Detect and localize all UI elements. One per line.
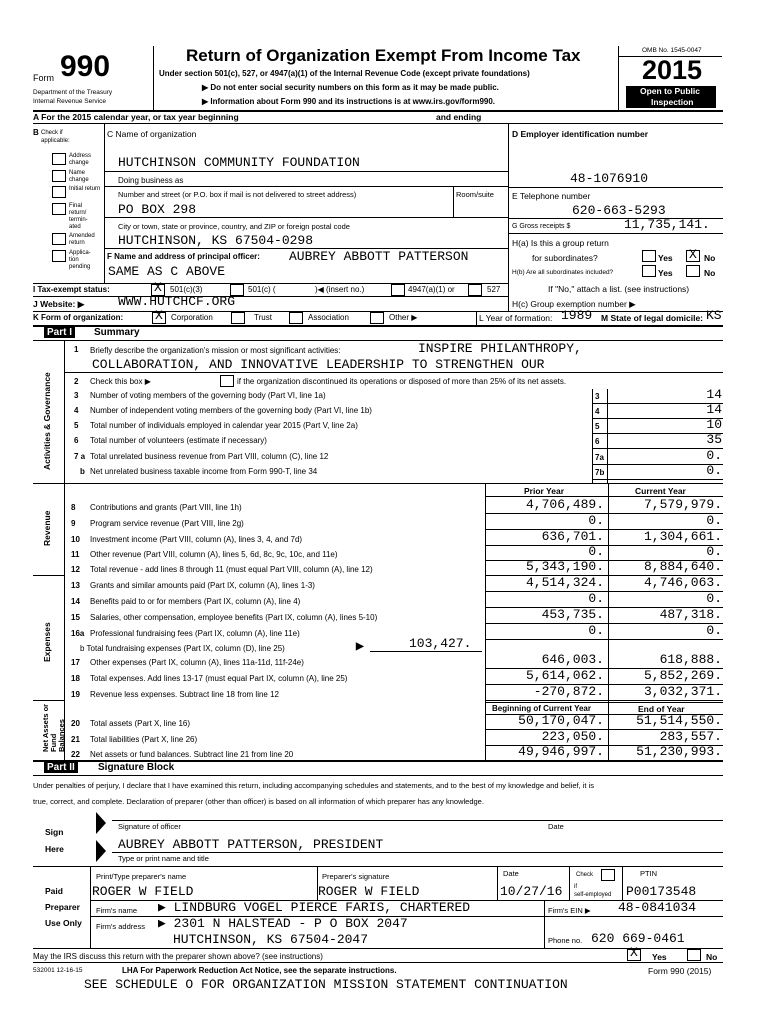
corporation-mark: X	[155, 308, 163, 323]
line16b-value: 103,427.	[409, 636, 472, 651]
prior-year-value: 0.	[588, 544, 604, 559]
open-to-public: Open to Public	[640, 86, 700, 96]
fin-line-no: 19	[71, 690, 80, 699]
fin-line-no: 21	[71, 735, 80, 744]
current-year-header: Current Year	[635, 486, 686, 496]
k-label: K Form of organization:	[33, 313, 124, 322]
application-pending-label: Applica- tion pending	[69, 250, 91, 270]
gov-line-no: 6	[74, 436, 79, 445]
c-label: C Name of organization	[107, 129, 197, 139]
side-activities: Activities & Governance	[42, 372, 52, 470]
self-employed-checkbox[interactable]	[601, 869, 615, 881]
gov-line-no: b	[80, 467, 85, 476]
firm-address-label: Firm's address	[96, 922, 145, 931]
prior-year-value: 4,706,489.	[525, 497, 604, 512]
fin-line-desc: Professional fundraising fees (Part IX, column (A), line 11e)	[90, 629, 300, 638]
type-name-label: Type or print name and title	[118, 854, 209, 863]
gov-line-box: 5	[595, 422, 600, 431]
state-domicile: KS	[706, 308, 722, 323]
fin-line-no: 15	[71, 613, 80, 622]
fin-line-desc: Other expenses (Part IX, column (A), lines 11a-11d, 11f-24e)	[90, 658, 304, 667]
gov-line-value: 0.	[706, 448, 722, 463]
fin-line-no: 8	[71, 503, 76, 512]
b-check-if: Check if applicable:	[41, 130, 70, 144]
gov-line-desc: Total number of individuals employed in calendar year 2015 (Part V, line 2a)	[90, 421, 358, 430]
firm-phone: 620 669-0461	[591, 931, 685, 946]
here-label: Here	[45, 844, 64, 854]
room-suite-label: Room/suite	[456, 190, 494, 199]
fin-line-no: 9	[71, 519, 76, 528]
ha-yes-checkbox[interactable]	[642, 250, 656, 262]
501c3-mark: X	[154, 280, 162, 295]
gov-line-no: 7 a	[74, 452, 86, 461]
fin-line-desc: Benefits paid to or for members (Part IX, column (A), line 4)	[90, 597, 301, 606]
hb-yes-checkbox[interactable]	[642, 265, 656, 277]
current-year-value: 5,852,269.	[643, 668, 722, 683]
ha-yes-label: Yes	[658, 253, 673, 263]
prior-year-value: 223,050.	[541, 729, 604, 744]
schedule-o-note: SEE SCHEDULE O FOR ORGANIZATION MISSION STATEMENT CONTINUATION	[84, 977, 568, 992]
if-label: if	[574, 884, 577, 890]
fin-line-no: 20	[71, 719, 80, 728]
trust-label: Trust	[254, 313, 272, 322]
discuss-no-label: No	[706, 952, 718, 962]
d-label: D Employer identification number	[512, 129, 649, 139]
prior-year-value: 0.	[588, 513, 604, 528]
fin-line-no: 17	[71, 658, 80, 667]
part1-title: Summary	[94, 327, 140, 338]
form-subtitle: Under section 501(c), 527, or 4947(a)(1) of the Internal Revenue Code (except private foundations)	[159, 69, 530, 78]
fin-line-no: 22	[71, 750, 80, 759]
line2-desc: Check this box ▶	[90, 377, 151, 386]
fin-line-desc: Total expenses. Add lines 13-17 (must equal Part IX, column (A), line 25)	[90, 674, 348, 683]
hb-no-checkbox[interactable]	[686, 265, 700, 277]
firm-phone-label: Phone no.	[548, 936, 583, 945]
line1-no: 1	[74, 345, 79, 354]
prep-date-label: Date	[503, 869, 519, 878]
gov-line-desc: Number of voting members of the governing body (Part VI, line 1a)	[90, 391, 326, 400]
hb-note: If "No," attach a list. (see instructions)	[548, 284, 690, 294]
tax-year: 2015	[642, 55, 703, 85]
prior-year-value: 49,946,997.	[518, 744, 604, 759]
prior-year-value: 5,343,190.	[525, 559, 604, 574]
gov-line-value: 10	[706, 417, 722, 432]
501c-other-label: 501(c) (	[248, 285, 276, 294]
name-change-label: Name change	[69, 170, 89, 183]
line1-desc: Briefly describe the organization's mission or most significant activities:	[90, 346, 341, 355]
corporation-label: Corporation	[171, 313, 213, 322]
part2-tag: Part II	[44, 762, 78, 773]
ein-value: 48-1076910	[570, 171, 649, 186]
initial-return-label: Initial return	[69, 186, 101, 192]
fin-line-no: 11	[71, 550, 80, 559]
dba-label: Doing business as	[118, 176, 184, 185]
final-return-checkbox[interactable]	[52, 203, 66, 215]
current-year-value: 283,557.	[659, 729, 722, 744]
use-only-label: Use Only	[45, 918, 82, 928]
line-a-ending: and ending	[436, 112, 482, 122]
firm-ein: 48-0841034	[618, 900, 697, 915]
other-org-label: Other ▶	[389, 313, 418, 322]
fin-line-desc: Other revenue (Part VIII, column (A), lines 5, 6d, 8c, 9c, 10c, and 11e)	[90, 550, 338, 559]
ptin-value: P00173548	[626, 884, 697, 899]
trust-checkbox[interactable]	[231, 312, 245, 324]
mission-line1: INSPIRE PHILANTHROPY,	[418, 341, 582, 356]
fin-line-desc: Total revenue - add lines 8 through 11 (must equal Part VIII, column (A), line 12)	[90, 565, 373, 574]
527-checkbox[interactable]	[468, 284, 482, 296]
prior-year-value: -270,872.	[533, 684, 604, 699]
gov-line-no: 5	[74, 421, 79, 430]
hb-no-label: No	[704, 268, 716, 278]
form-title: Return of Organization Exempt From Income Tax	[186, 46, 581, 65]
prior-year-value: 0.	[588, 623, 604, 638]
prior-year-value: 646,003.	[541, 652, 604, 667]
gov-line-box: 7a	[595, 453, 604, 462]
side-expenses: Expenses	[42, 622, 52, 662]
j-label: J Website: ▶	[33, 299, 85, 309]
fin-line-no: 16a	[71, 629, 85, 638]
address-change-checkbox[interactable]	[52, 153, 66, 165]
sign-date-label: Date	[548, 822, 564, 831]
principal-officer: AUBREY ABBOTT PATTERSON	[289, 249, 469, 264]
prior-year-value: 5,614,062.	[525, 668, 604, 683]
current-year-value: 0.	[706, 544, 722, 559]
mission-line2: COLLABORATION, AND INNOVATIVE LEADERSHIP TO STRENGTHEN OUR	[92, 357, 545, 372]
current-year-value: 1,304,661.	[643, 529, 722, 544]
gov-line-box: 6	[595, 437, 600, 446]
line16b-arrow: ▶	[356, 641, 364, 652]
form-word: Form	[33, 73, 54, 83]
perjury-line1: Under penalties of perjury, I declare that I have examined this return, including accompanying schedules and statements, and to the best of my knowledge and belief, it is	[33, 781, 595, 790]
dept-treasury: Department of the Treasury	[33, 89, 113, 96]
self-employed-label: self-employed	[574, 892, 612, 898]
hc-label: H(c) Group exemption number ▶	[512, 299, 636, 309]
fin-line-desc: Program service revenue (Part VIII, line 2g)	[90, 519, 244, 528]
footer-form-ref: Form 990 (2015)	[648, 966, 712, 976]
org-name: HUTCHINSON COMMUNITY FOUNDATION	[118, 155, 360, 170]
fin-line-no: 10	[71, 535, 80, 544]
gov-line-desc: Total number of volunteers (estimate if necessary)	[90, 436, 267, 445]
org-street: PO BOX 298	[118, 202, 197, 217]
line16b-desc: b Total fundraising expenses (Part IX, column (D), line 25)	[80, 644, 285, 653]
sign-arrow-icon-2	[96, 840, 106, 862]
name-change-checkbox[interactable]	[52, 170, 66, 182]
ha-no-mark: X	[689, 247, 697, 262]
gov-line-value: 14	[706, 402, 722, 417]
footer-lha: LHA For Paperwork Reduction Act Notice, see the separate instructions.	[122, 966, 397, 975]
prep-sig-label: Preparer's signature	[322, 872, 390, 881]
gross-receipts: 11,735,141.	[624, 217, 710, 232]
end-year-header: End of Year	[638, 704, 685, 714]
current-year-value: 0.	[706, 623, 722, 638]
fin-line-desc: Salaries, other compensation, employee benefits (Part IX, column (A), lines 5-10)	[90, 613, 378, 622]
gov-line-box: 3	[595, 392, 600, 401]
initial-return-checkbox[interactable]	[52, 186, 66, 198]
gov-line-value: 0.	[706, 463, 722, 478]
line2-rest: if the organization discontinued its operations or disposed of more than 25% of its net assets.	[237, 377, 567, 386]
line2-checkbox[interactable]	[220, 375, 234, 387]
year-formation: 1989	[561, 308, 593, 323]
fin-line-desc: Grants and similar amounts paid (Part IX, column (A), lines 1-3)	[90, 581, 315, 590]
current-year-value: 8,884,640.	[643, 559, 722, 574]
side-net-assets: Net Assets or Fund Balances	[41, 703, 66, 752]
other-org-checkbox[interactable]	[370, 312, 384, 324]
officer-name-title: AUBREY ABBOTT PATTERSON, PRESIDENT	[118, 837, 384, 852]
4947-checkbox[interactable]	[391, 284, 405, 296]
officer-address: SAME AS C ABOVE	[108, 264, 226, 279]
signature-officer-label: Signature of officer	[118, 822, 181, 831]
prior-year-value: 4,514,324.	[525, 575, 604, 590]
part1-tag: Part I	[44, 327, 75, 338]
gov-line-box: 7b	[595, 468, 605, 477]
fin-line-desc: Contributions and grants (Part VIII, line 1h)	[90, 503, 242, 512]
perjury-line2: true, correct, and complete. Declaration of preparer (other than officer) is based on all information of which preparer has any knowledge.	[33, 797, 484, 806]
current-year-value: 487,318.	[659, 607, 722, 622]
irs-info: ▶ Information about Form 990 and its instructions is at www.irs.gov/form990.	[202, 97, 496, 106]
dept-irs: Internal Revenue Service	[33, 98, 106, 105]
ssn-warning: ▶ Do not enter social security numbers on this form as it may be made public.	[202, 83, 499, 92]
sign-label: Sign	[45, 827, 64, 837]
discuss-question: May the IRS discuss this return with the preparer shown above? (see instructions)	[33, 952, 323, 961]
gov-line-no: 4	[74, 406, 79, 415]
gov-line-desc: Net unrelated business taxable income from Form 990-T, line 34	[90, 467, 318, 476]
prior-year-value: 453,735.	[541, 607, 604, 622]
current-year-value: 51,514,550.	[636, 713, 722, 728]
e-label: E Telephone number	[512, 191, 591, 201]
check-label: Check	[576, 872, 594, 878]
prep-name-label: Print/Type preparer's name	[96, 872, 187, 881]
street-label: Number and street (or P.O. box if mail is not delivered to street address)	[118, 190, 357, 199]
ha-no-label: No	[704, 253, 716, 263]
ptin-label: PTIN	[640, 869, 658, 878]
f-label: F Name and address of principal officer:	[107, 252, 260, 261]
prior-year-header: Prior Year	[524, 486, 565, 496]
fin-line-no: 18	[71, 674, 80, 683]
final-return-label: Final return/ termin- ated	[69, 203, 88, 230]
gov-line-desc: Number of independent voting members of the governing body (Part VI, line 1b)	[90, 406, 372, 415]
firm-name: ▶ LINDBURG VOGEL PIERCE FARIS, CHARTERED	[158, 900, 471, 915]
l-label: L Year of formation:	[479, 313, 553, 323]
hb-yes-label: Yes	[658, 268, 673, 278]
association-label: Association	[308, 313, 349, 322]
current-year-value: 51,230,993.	[636, 744, 722, 759]
part2-title: Signature Block	[98, 762, 175, 773]
paid-label: Paid	[45, 886, 63, 896]
ha-sub: for subordinates?	[532, 253, 598, 263]
gov-line-no: 3	[74, 391, 79, 400]
current-year-value: 4,746,063.	[643, 575, 722, 590]
amended-return-label: Amended return	[69, 233, 95, 246]
fin-line-desc: Net assets or fund balances. Subtract line 21 from line 20	[90, 750, 294, 759]
current-year-value: 7,579,979.	[643, 497, 722, 512]
prep-signature: ROGER W FIELD	[318, 884, 420, 899]
gov-line-desc: Total unrelated business revenue from Part VIII, column (C), line 12	[90, 452, 329, 461]
current-year-value: 618,888.	[659, 652, 722, 667]
fin-line-desc: Investment income (Part VIII, column (A), lines 3, 4, and 7d)	[90, 535, 303, 544]
firm-address-2: HUTCHINSON, KS 67504-2047	[173, 932, 369, 947]
line-a-label: A For the 2015 calendar year, or tax year beginning	[33, 112, 239, 122]
line2-no: 2	[74, 377, 79, 386]
org-city: HUTCHINSON, KS 67504-0298	[118, 233, 314, 248]
i-label: I Tax-exempt status:	[33, 285, 110, 294]
fin-line-no: 12	[71, 565, 80, 574]
fin-line-desc: Total assets (Part X, line 16)	[90, 719, 191, 728]
hb-label: H(b) Are all subordinates included?	[512, 269, 614, 276]
omb-number: OMB No. 1545-0047	[642, 47, 702, 54]
inspection: Inspection	[651, 97, 694, 107]
firm-name-label: Firm's name	[96, 906, 138, 915]
m-label: M State of legal domicile:	[601, 313, 704, 323]
preparer-label: Preparer	[45, 902, 80, 912]
website[interactable]: WWW.HUTCHCF.ORG	[118, 294, 236, 309]
amended-return-checkbox[interactable]	[52, 233, 66, 245]
current-year-value: 0.	[706, 513, 722, 528]
ha-label: H(a) Is this a group return	[512, 238, 609, 248]
b-label: B	[33, 128, 39, 137]
footer-code: 532001 12-16-15	[33, 967, 83, 974]
4947-label: 4947(a)(1) or	[408, 285, 455, 294]
fin-line-desc: Revenue less expenses. Subtract line 18 from line 12	[90, 690, 279, 699]
insert-no-label: )◀ (insert no.)	[315, 285, 365, 294]
beginning-year-header: Beginning of Current Year	[492, 704, 591, 713]
prior-year-value: 0.	[588, 591, 604, 606]
form-number: 990	[60, 50, 111, 83]
firm-ein-label: Firm's EIN ▶	[548, 906, 591, 915]
501c3-label: 501(c)(3)	[170, 285, 203, 294]
application-pending-checkbox[interactable]	[52, 250, 66, 262]
fin-line-no: 14	[71, 597, 80, 606]
g-label: G Gross receipts $	[512, 223, 571, 230]
fin-line-no: 13	[71, 581, 80, 590]
address-change-label: Address change	[69, 153, 92, 166]
association-checkbox[interactable]	[289, 312, 303, 324]
firm-address-1: ▶ 2301 N HALSTEAD - P O BOX 2047	[158, 916, 408, 931]
fin-line-desc: Total liabilities (Part X, line 26)	[90, 735, 198, 744]
prior-year-value: 636,701.	[541, 529, 604, 544]
discuss-yes-label: Yes	[652, 952, 667, 962]
527-label: 527	[487, 285, 501, 294]
current-year-value: 0.	[706, 591, 722, 606]
phone-value: 620-663-5293	[572, 203, 666, 218]
prep-name: ROGER W FIELD	[92, 884, 194, 899]
gov-line-value: 35	[706, 432, 722, 447]
prep-date: 10/27/16	[500, 884, 563, 899]
discuss-no-checkbox[interactable]	[687, 949, 701, 961]
side-revenue: Revenue	[42, 510, 52, 546]
gov-line-box: 4	[595, 407, 600, 416]
prior-year-value: 50,170,047.	[518, 713, 604, 728]
gov-line-value: 14	[706, 387, 722, 402]
discuss-yes-mark: X	[630, 945, 638, 960]
sign-arrow-icon	[96, 812, 106, 834]
current-year-value: 3,032,371.	[643, 684, 722, 699]
city-label: City or town, state or province, country, and ZIP or foreign postal code	[118, 222, 350, 231]
